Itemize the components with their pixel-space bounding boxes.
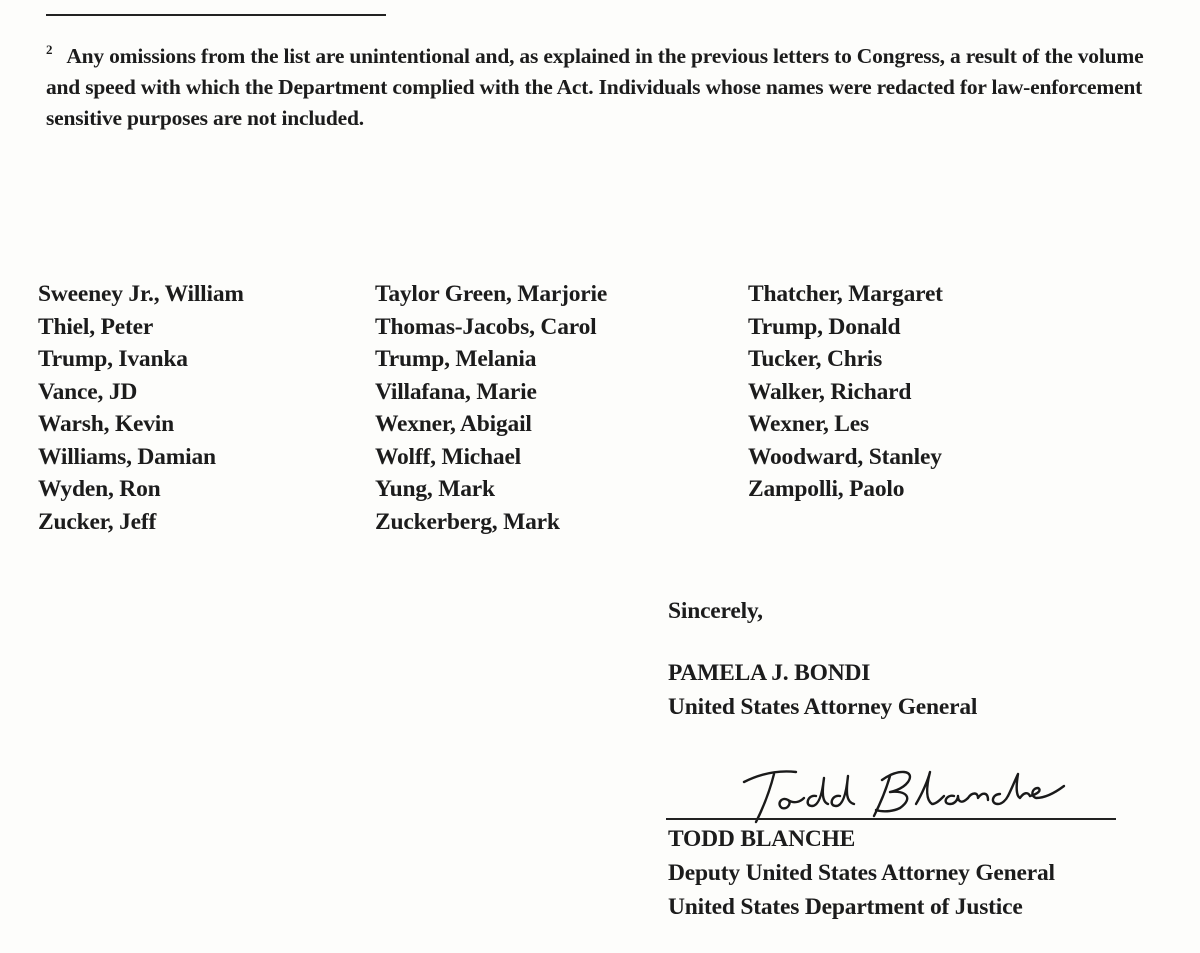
list-item: Trump, Melania: [375, 346, 537, 372]
names-column-1: [38, 278, 244, 538]
signer-2-organization: United States Department of Justice: [668, 894, 1023, 920]
closing-salutation: Sincerely,: [668, 598, 763, 624]
list-item: Zucker, Jeff: [38, 508, 157, 535]
list-item: Villafana, Marie: [375, 378, 537, 405]
list-item: Vance, JD: [38, 378, 138, 405]
list-item: Woodward, Stanley: [748, 443, 942, 470]
signer-1-title: United States Attorney General: [668, 694, 978, 720]
list-item: Tucker, Chris: [748, 346, 883, 372]
list-item: Wexner, Les: [748, 411, 869, 437]
list-item: Sweeney Jr., William: [38, 281, 244, 307]
footnote-text: Any omissions from the list are unintentional and, as explained in the previous letters to Congress, a result of the volume and speed with which the Department complied with the Act. Individuals whose names were redacted for law-enforcement sensitive purposes are not included.: [46, 44, 1144, 130]
list-item: Trump, Donald: [748, 313, 901, 340]
signer-2-name: TODD BLANCHE: [668, 826, 856, 852]
signer-1-block: [668, 656, 977, 724]
signature-line: [666, 818, 1116, 820]
footnote-marker: 2: [46, 42, 53, 57]
signer-2-title: Deputy United States Attorney General: [668, 860, 1055, 886]
list-item: Thomas-Jacobs, Carol: [375, 313, 597, 340]
list-item: Walker, Richard: [748, 378, 912, 405]
list-item: Thiel, Peter: [38, 313, 154, 340]
signer-1-name: PAMELA J. BONDI: [668, 660, 871, 686]
list-item: Zampolli, Paolo: [748, 476, 905, 502]
list-item: Yung, Mark: [375, 476, 495, 502]
list-item: Wexner, Abigail: [375, 411, 532, 437]
list-item: Wolff, Michael: [375, 443, 522, 470]
footnote-separator: [46, 14, 386, 16]
list-item: Williams, Damian: [38, 443, 216, 470]
list-item: Warsh, Kevin: [38, 411, 175, 437]
footnote: [46, 34, 1166, 134]
signer-2-block: [668, 822, 1055, 924]
list-item: Taylor Green, Marjorie: [375, 281, 608, 307]
names-column-3: [748, 278, 943, 506]
list-item: Thatcher, Margaret: [748, 281, 943, 307]
list-item: Zuckerberg, Mark: [375, 508, 560, 535]
list-item: Wyden, Ron: [38, 476, 161, 502]
list-item: Trump, Ivanka: [38, 346, 188, 372]
names-column-2: [375, 278, 607, 538]
